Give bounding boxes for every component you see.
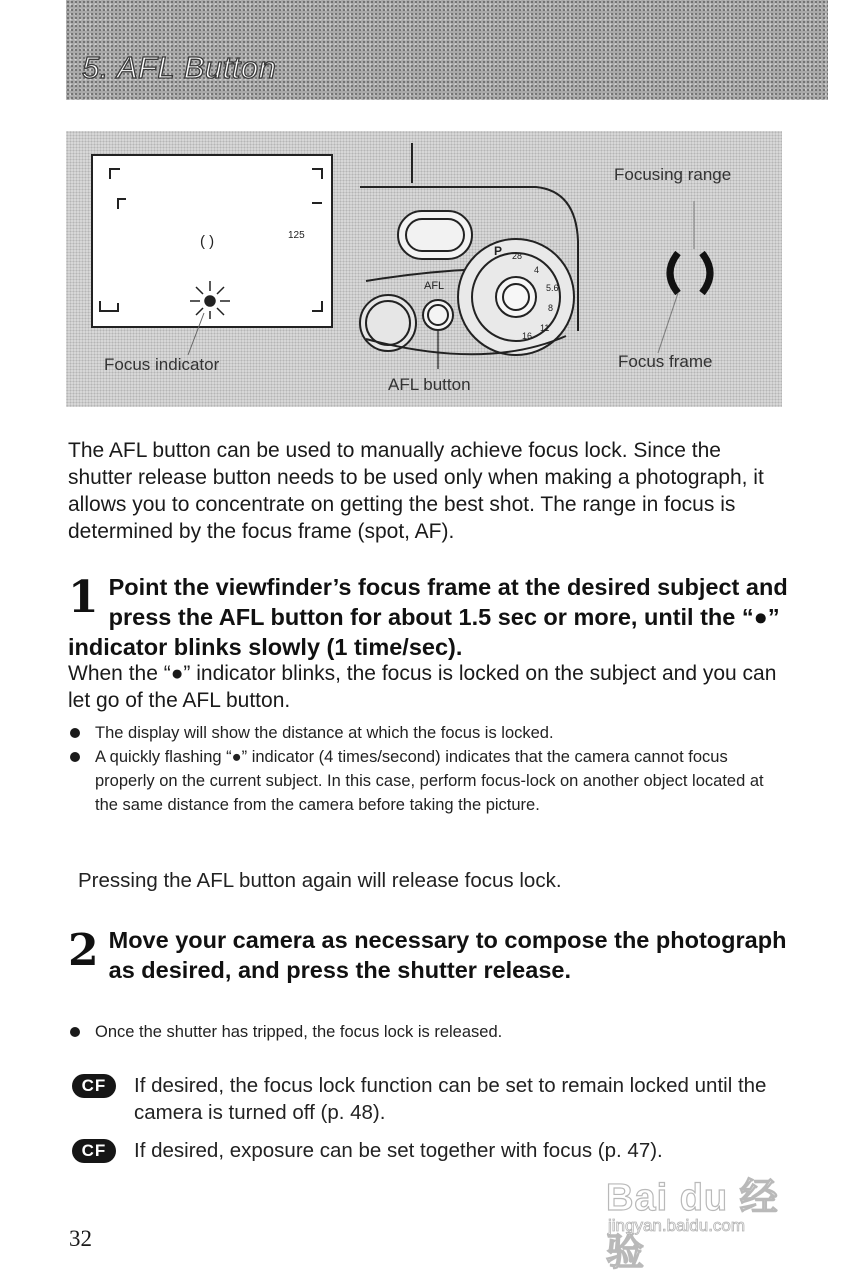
step-1-number: 1: [68, 572, 99, 623]
page-number: 32: [69, 1226, 92, 1251]
afl-button-label: AFL button: [388, 375, 471, 394]
viewfinder-bracket: ( ): [200, 233, 215, 250]
dial-mark-8: 8: [548, 303, 554, 313]
watermark-sub: jingyan.baidu.com: [608, 1216, 746, 1235]
step-2-heading-text: Move your camera as necessary to compose the photograph as desired, and press the shutter release.: [108, 927, 787, 983]
dial-mark-4: 4: [534, 265, 540, 275]
bullet-text: Once the shutter has tripped, the focus lock is released.: [95, 1023, 503, 1041]
afl-diagram: [66, 131, 782, 407]
camera-afl-text: AFL: [424, 280, 445, 292]
step-2-heading: [68, 925, 788, 985]
intro-paragraph: The AFL button can be used to manually achieve focus lock. Since the shutter release button needs to be used only when making a photograph, it allows you to concentrate on getting the best shot. The range in focus is determined by the focus frame (spot, AF).: [68, 439, 764, 543]
list-item: [68, 721, 788, 745]
dial-mark-16: 16: [522, 331, 533, 341]
focus-frame-icon: [670, 253, 710, 293]
step-2-bullets: [68, 1020, 788, 1044]
step-1-heading: [68, 572, 788, 662]
section-title: 5. AFL Button: [82, 50, 277, 85]
cf-badge-icon: CF: [72, 1074, 116, 1098]
cf-note-text: If desired, the focus lock function can be set to remain locked until the camera is turned off (p. 48).: [134, 1074, 767, 1124]
viewfinder-panel: [92, 155, 332, 355]
step-2-number: 2: [68, 925, 99, 976]
dial-mark-p: P: [494, 244, 503, 258]
camera-illustration: [360, 143, 578, 369]
watermark-main: Bai du 经验: [606, 1177, 779, 1274]
dial-mark-5-6: 5.6: [546, 283, 559, 293]
section-header: [66, 0, 828, 100]
focusing-range-label: Focusing range: [614, 165, 732, 184]
bullet-icon: [70, 728, 80, 738]
bullet-icon: [70, 1027, 80, 1037]
bullet-icon: [70, 752, 80, 762]
release-note: Pressing the AFL button again will release focus lock.: [78, 869, 562, 892]
dial-mark-11: 11: [540, 323, 550, 333]
baidu-watermark: [606, 1166, 801, 1274]
bullet-text: A quickly flashing “●” indicator (4 times/second) indicates that the camera cannot focus properly on the current subject. In this case, perform focus-lock on another object located at the same distance from the camera before taking the picture.: [95, 748, 764, 814]
list-item: [68, 745, 788, 817]
bullet-text: The display will show the distance at which the focus is locked.: [95, 724, 554, 742]
cf-note-2: [70, 1137, 770, 1164]
step-1-heading-text: Point the viewfinder’s focus frame at the desired subject and press the AFL button for about 1.5 sec or more, until the “●” indicator blinks slowly (1 time/sec).: [68, 574, 788, 660]
viewfinder-speed: 125: [288, 230, 305, 241]
cf-note-1: [70, 1072, 770, 1126]
focus-frame-label: Focus frame: [618, 352, 713, 371]
step-1-body: When the “●” indicator blinks, the focus is locked on the subject and you can let go of the AFL button.: [68, 662, 777, 712]
cf-note-text: If desired, exposure can be set together with focus (p. 47).: [134, 1139, 663, 1162]
focus-indicator-label: Focus indicator: [104, 355, 220, 374]
dial-mark-28: 28: [512, 251, 523, 261]
cf-badge-icon: CF: [72, 1139, 116, 1163]
list-item: [68, 1020, 788, 1044]
step-1-bullets: [68, 721, 788, 817]
